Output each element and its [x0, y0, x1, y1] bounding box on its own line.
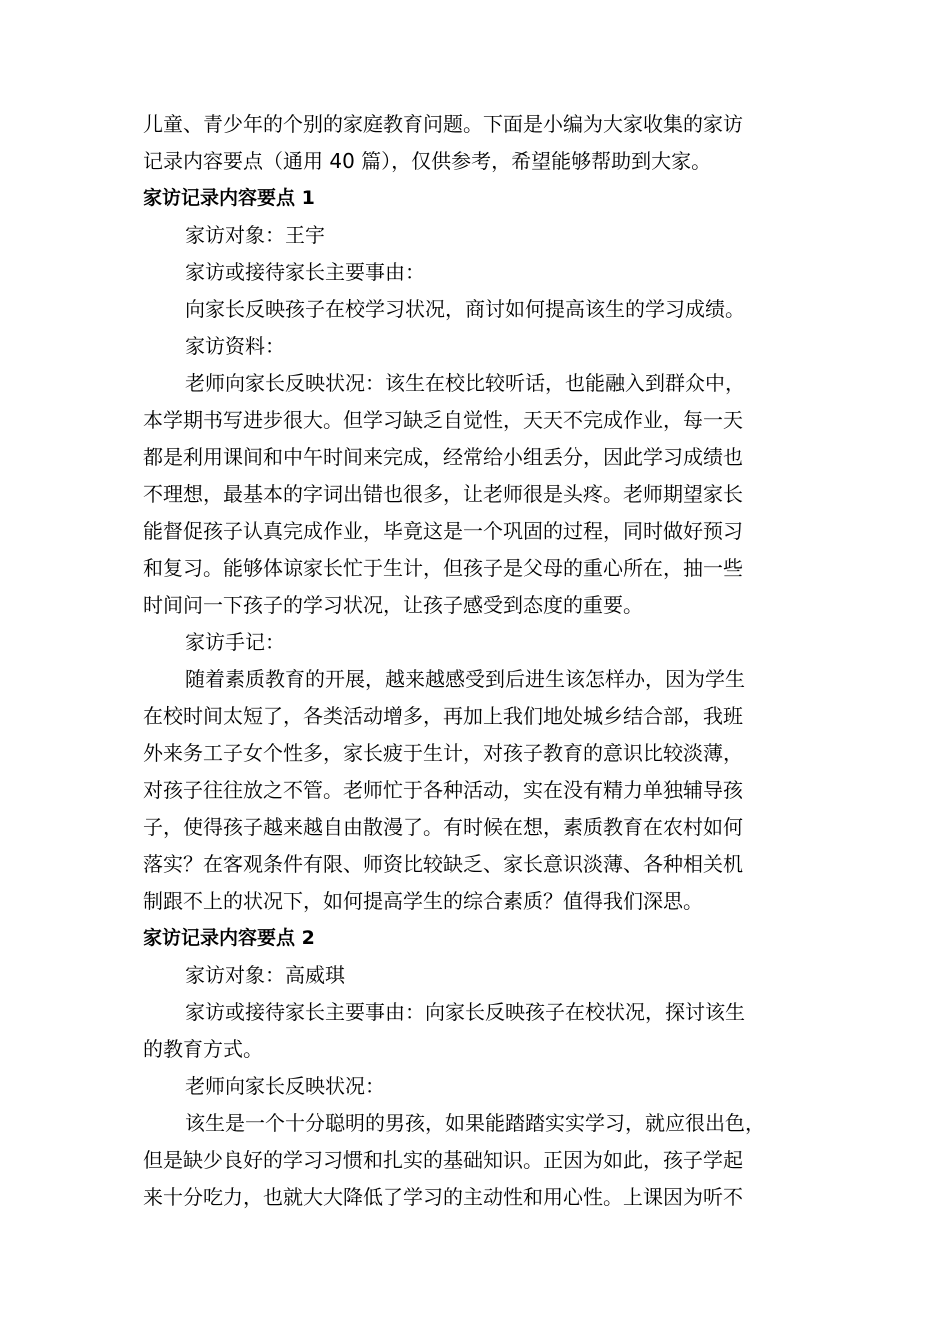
text-line: 和复习。能够体谅家长忙于生计，但孩子是父母的重心所在，抽一些 — [143, 556, 743, 580]
section-heading: 家访记录内容要点 1 — [143, 187, 315, 209]
text-line: 落实？在客观条件有限、师资比较缺乏、家长意识淡薄、各种相关机 — [143, 852, 743, 876]
text-line: 向家长反映孩子在校学习状况，商讨如何提高该生的学习成绩。 — [185, 297, 745, 321]
text-line: 但是缺少良好的学习习惯和扎实的基础知识。正因为如此，孩子学起 — [143, 1148, 743, 1172]
text-line: 时间问一下孩子的学习状况，让孩子感受到态度的重要。 — [143, 593, 643, 617]
text-line: 都是利用课间和中午时间来完成，经常给小组丢分，因此学习成绩也 — [143, 445, 743, 469]
text-line: 制跟不上的状况下，如何提高学生的综合素质？值得我们深思。 — [143, 889, 703, 913]
section-heading: 家访记录内容要点 2 — [143, 927, 315, 949]
text-line: 家访对象：高威琪 — [185, 963, 345, 987]
text-line: 家访或接待家长主要事由：向家长反映孩子在校状况，探讨该生 — [185, 1000, 745, 1024]
text-line: 随着素质教育的开展，越来越感受到后进生该怎样办，因为学生 — [185, 667, 745, 691]
text-line: 子，使得孩子越来越自由散漫了。有时候在想，素质教育在农村如何 — [143, 815, 743, 839]
text-line: 本学期书写进步很大。但学习缺乏自觉性，天天不完成作业，每一天 — [143, 408, 743, 432]
text-line: 不理想，最基本的字词出错也很多，让老师很是头疼。老师期望家长 — [143, 482, 743, 506]
text-line: 家访对象：王宇 — [185, 223, 325, 247]
text-line: 老师向家长反映状况：该生在校比较听话，也能融入到群众中， — [185, 371, 745, 395]
text-line: 老师向家长反映状况： — [185, 1074, 385, 1098]
document-page — [143, 106, 815, 1216]
text-line: 家访或接待家长主要事由： — [185, 260, 425, 284]
text-line: 对孩子往往放之不管。老师忙于各种活动，实在没有精力单独辅导孩 — [143, 778, 743, 802]
text-line: 外来务工子女个性多，家长疲于生计，对孩子教育的意识比较淡薄， — [143, 741, 743, 765]
text-line: 来十分吃力，也就大大降低了学习的主动性和用心性。上课因为听不 — [143, 1185, 743, 1209]
text-line: 儿童、青少年的个别的家庭教育问题。下面是小编为大家收集的家访 — [143, 112, 743, 136]
text-line: 在校时间太短了，各类活动增多，再加上我们地处城乡结合部，我班 — [143, 704, 743, 728]
text-line: 家访手记： — [185, 630, 285, 654]
text-line: 该生是一个十分聪明的男孩，如果能踏踏实实学习，就应很出色， — [185, 1111, 765, 1135]
text-line: 记录内容要点（通用 40 篇），仅供参考，希望能够帮助到大家。 — [143, 149, 712, 173]
text-line: 的教育方式。 — [143, 1037, 263, 1061]
text-line: 能督促孩子认真完成作业，毕竟这是一个巩固的过程，同时做好预习 — [143, 519, 743, 543]
text-line: 家访资料： — [185, 334, 285, 358]
